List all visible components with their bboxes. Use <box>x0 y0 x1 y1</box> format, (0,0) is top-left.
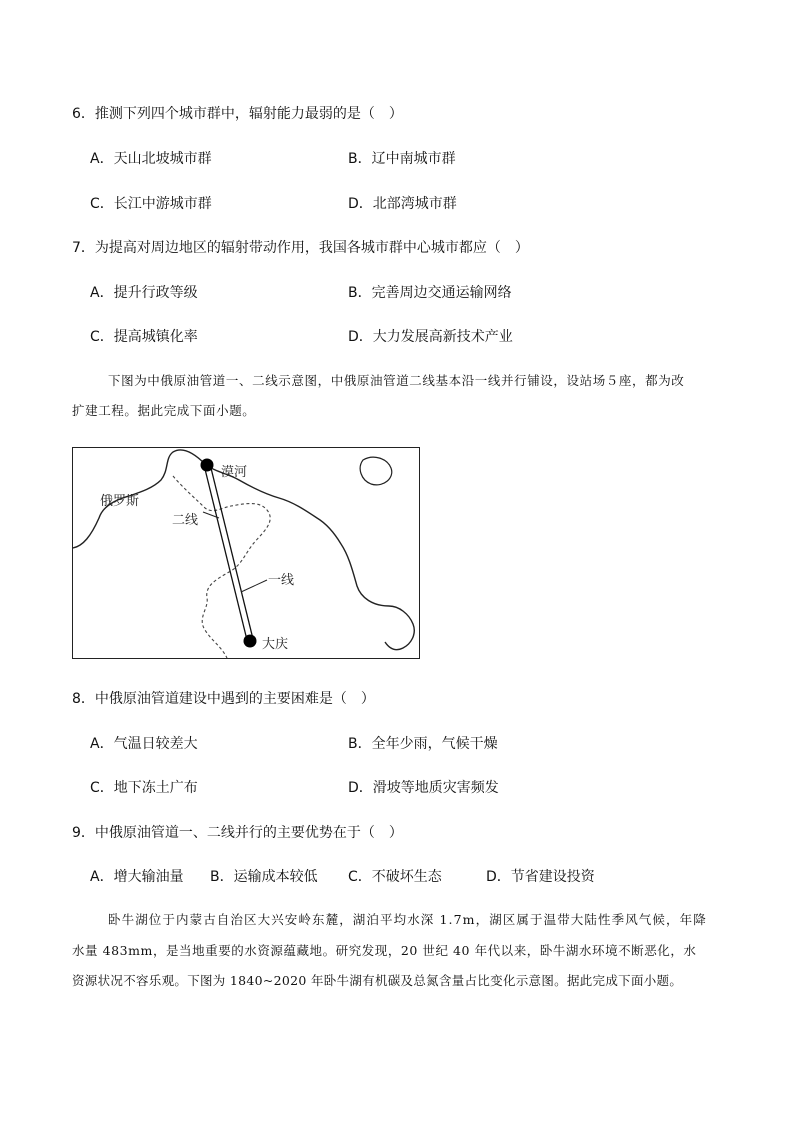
question-6-option-b[interactable]: B．辽中南城市群 <box>348 151 456 167</box>
label-line-2: 二线 <box>172 513 199 528</box>
question-8-option-a[interactable]: A．气温日较差大 <box>90 736 198 752</box>
question-6-option-c[interactable]: C．长江中游城市群 <box>90 196 212 212</box>
question-9-option-a[interactable]: A．增大输油量 <box>90 869 184 885</box>
question-7-option-b[interactable]: B．完善周边交通运输网络 <box>348 285 512 301</box>
question-8-stem: 8．中俄原油管道建设中遇到的主要困难是（ ） <box>72 691 375 707</box>
label-mohe: 漠河 <box>221 465 248 480</box>
label-daqing: 大庆 <box>262 637 289 652</box>
intro-2-line-1: 卧牛湖位于内蒙古自治区大兴安岭东麓，湖泊平均水深 1.7m，湖区属于温带大陆性季风气候，年降 <box>108 912 707 927</box>
question-7-option-a[interactable]: A．提升行政等级 <box>90 285 198 301</box>
question-9-option-d[interactable]: D．节省建设投资 <box>486 869 595 885</box>
question-7-option-d[interactable]: D．大力发展高新技术产业 <box>348 329 513 345</box>
pipeline-line-1 <box>210 464 253 639</box>
intro-2-line-2: 水量 483mm，是当地重要的水资源蕴藏地。研究发现，20 世纪 40 年代以来，卧牛湖水环境不断恶化，水 <box>72 943 697 958</box>
pipeline-map <box>72 447 420 659</box>
question-6-option-d[interactable]: D．北部湾城市群 <box>348 196 457 212</box>
pipeline-map-drawing <box>73 448 419 658</box>
label-russia: 俄罗斯 <box>100 494 140 509</box>
question-9-stem: 9．中俄原油管道一、二线并行的主要优势在于（ ） <box>72 825 403 841</box>
intro-2-line-3: 资源状况不容乐观。下图为 1840~2020 年卧牛湖有机碳及总氮含量占比变化示意图。据此完成下面小题。 <box>72 973 683 988</box>
question-9-option-c[interactable]: C．不破坏生态 <box>348 869 442 885</box>
mohe-city-dot <box>201 459 214 472</box>
pipeline-line-2 <box>204 465 247 640</box>
question-8-option-c[interactable]: C．地下冻土广布 <box>90 780 198 796</box>
question-8-option-b[interactable]: B．全年少雨，气候干燥 <box>348 736 498 752</box>
leader-line-1 <box>241 580 267 592</box>
question-6-option-a[interactable]: A．天山北坡城市群 <box>90 151 212 167</box>
daqing-city-dot <box>244 635 257 648</box>
question-6-stem: 6．推测下列四个城市群中，辐射能力最弱的是（ ） <box>72 106 403 122</box>
province-boundary-dashed <box>173 476 270 658</box>
question-7-option-c[interactable]: C．提高城镇化率 <box>90 329 198 345</box>
label-line-1: 一线 <box>268 573 295 588</box>
lake-outline <box>360 457 392 485</box>
intro-1-line-1: 下图为中俄原油管道一、二线示意图，中俄原油管道二线基本沿一线并行铺设，设站场５座，都为改 <box>108 373 685 388</box>
question-7-stem: 7．为提高对周边地区的辐射带动作用，我国各城市群中心城市都应（ ） <box>72 240 529 256</box>
intro-1-line-2: 扩建工程。据此完成下面小题。 <box>72 403 256 418</box>
question-9-option-b[interactable]: B．运输成本较低 <box>210 869 318 885</box>
question-8-option-d[interactable]: D．滑坡等地质灾害频发 <box>348 780 499 796</box>
